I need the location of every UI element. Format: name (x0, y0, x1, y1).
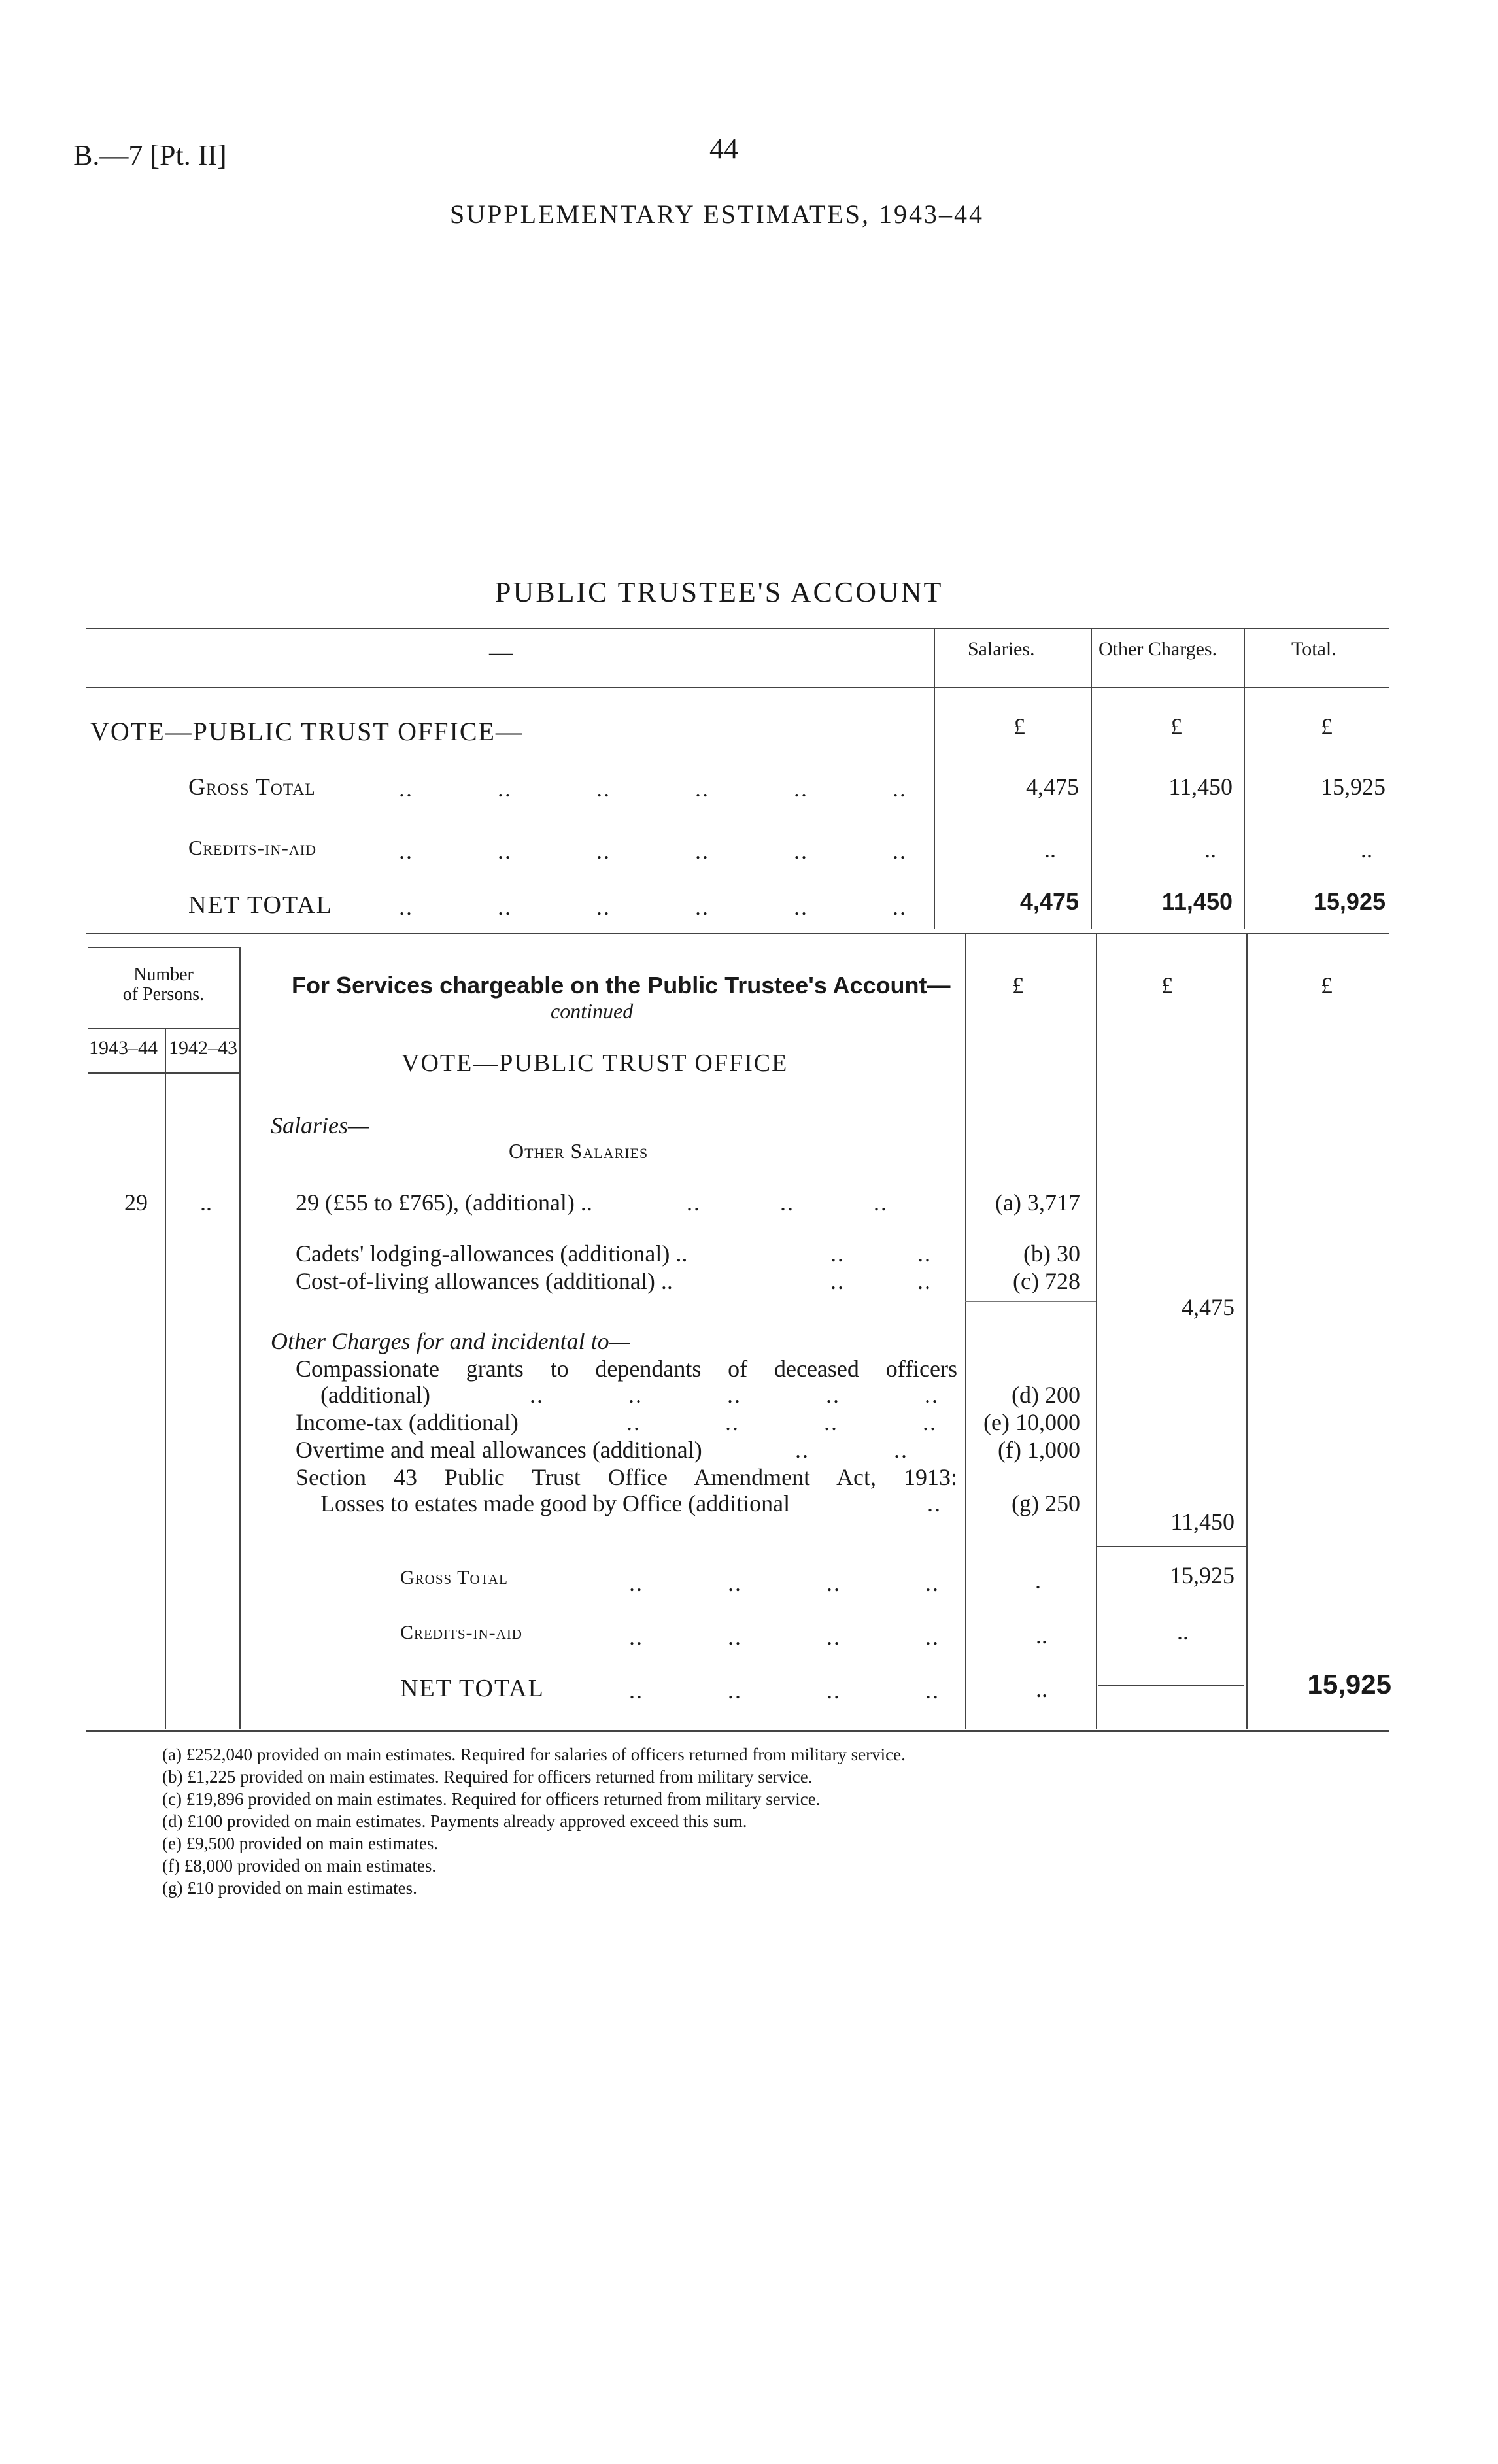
summary-stub-dash: — (489, 639, 513, 665)
summary-gross-salaries: 4,475 (1026, 774, 1079, 800)
summary-currency-total: £ (1321, 713, 1333, 740)
summary-currency-other: £ (1170, 713, 1182, 740)
persons-year-previous: 1942–43 (169, 1037, 237, 1059)
salary-item-dots: .. .. (830, 1241, 932, 1267)
other-sum-rule (1096, 1546, 1246, 1547)
other-item-amount: (f) 1,000 (998, 1437, 1080, 1463)
salaries-subtotal: 4,475 (1182, 1294, 1234, 1320)
other-salaries-heading: Other Salaries (509, 1139, 649, 1163)
persons-year-rule (88, 1072, 239, 1074)
summary-header-other-charges: Other Charges. (1098, 638, 1217, 660)
footnote-e: (e) £9,500 provided on main estimates. (162, 1834, 439, 1853)
summary-row-label: Gross Total (188, 774, 316, 800)
other-item-amount: (d) 200 (1012, 1382, 1080, 1408)
persons-year-current: 1943–44 (89, 1037, 158, 1059)
other-item-amount: (e) 10,000 (983, 1409, 1080, 1435)
salary-item-amount: (c) 728 (1013, 1268, 1080, 1294)
detail-gross-salaries: . (1035, 1567, 1041, 1594)
persons-right-rule (239, 947, 241, 1729)
document-title: SUPPLEMENTARY ESTIMATES, 1943–44 (450, 199, 984, 229)
salaries-sum-rule (965, 1301, 1096, 1302)
detail-credits-salaries: .. (1036, 1622, 1047, 1649)
other-item-text: (additional) (320, 1382, 430, 1408)
summary-credits-total: .. (1361, 836, 1372, 863)
summary-header-salaries: Salaries. (968, 638, 1035, 660)
footnote-g: (g) £10 provided on main estimates. (162, 1878, 417, 1898)
persons-header-rule (88, 1028, 239, 1029)
detail-gross-dots: .. .. .. .. (629, 1570, 940, 1596)
detail-net-dots: .. .. .. .. (629, 1677, 940, 1703)
summary-col-rule-2 (1091, 628, 1092, 929)
summary-header-total: Total. (1291, 638, 1336, 660)
summary-col-rule-1 (934, 628, 935, 929)
persons-count-current: 29 (124, 1189, 148, 1216)
detail-gross-label: Gross Total (400, 1567, 508, 1588)
detail-bottom-rule (86, 1730, 1389, 1732)
detail-net-rule (1098, 1685, 1244, 1686)
detail-currency-salaries: £ (1012, 972, 1024, 999)
other-item-text: Overtime and meal allowances (additional) (296, 1437, 702, 1463)
summary-gross-other: 11,450 (1168, 774, 1233, 800)
summary-row-dots: .. .. .. .. .. .. (399, 894, 907, 920)
persons-top-rule (88, 947, 239, 948)
services-continued: continued (551, 999, 634, 1023)
detail-gross-other: 15,925 (1170, 1562, 1234, 1588)
summary-top-rule (86, 628, 1389, 629)
other-item-text: Section 43 Public Trust Office Amendment Act, 1913: (296, 1464, 957, 1490)
other-item-text: Losses to estates made good by Office (additional (320, 1490, 791, 1516)
summary-gross-total: 15,925 (1321, 774, 1386, 800)
summary-net-total: 15,925 (1313, 888, 1386, 915)
summary-col-rule-3 (1244, 628, 1245, 929)
footnote-c: (c) £19,896 provided on main estimates. Required for officers returned from military service. (162, 1789, 821, 1809)
other-item-dots: .. .. .. .. .. (530, 1382, 939, 1408)
services-title: For Services chargeable on the Public Trustee's Account— (292, 972, 951, 999)
other-item-dots: .. .. (795, 1437, 908, 1463)
summary-row-dots: .. .. .. .. .. .. (399, 838, 907, 864)
summary-net-salaries: 4,475 (1019, 888, 1079, 915)
detail-col-rule-3 (1246, 933, 1248, 1729)
detail-credits-dots: .. .. .. .. (629, 1624, 940, 1650)
other-item-text: Income-tax (additional) (296, 1409, 519, 1435)
other-item-amount: (g) 250 (1012, 1490, 1080, 1516)
summary-credits-salaries: .. (1044, 836, 1056, 863)
footnote-b: (b) £1,225 provided on main estimates. Required for officers returned from military service. (162, 1767, 813, 1787)
summary-row-label: Credits-in-aid (188, 836, 316, 859)
other-item-dots: .. (927, 1490, 942, 1516)
summary-bottom-rule (86, 933, 1389, 934)
salary-item-text: Cadets' lodging-allowances (additional) .. (296, 1241, 688, 1267)
persons-count-previous: .. (200, 1189, 212, 1216)
other-item-dots: .. .. .. .. (626, 1409, 937, 1435)
summary-currency-salaries: £ (1013, 713, 1025, 740)
other-charges-heading: Other Charges for and incidental to— (271, 1328, 630, 1354)
summary-row-dots: .. .. .. .. .. .. (399, 776, 907, 802)
document-reference: B.—7 [Pt. II] (73, 139, 227, 171)
detail-currency-total: £ (1321, 972, 1333, 999)
detail-currency-other: £ (1161, 972, 1173, 999)
salary-item-text: 29 (£55 to £765), (additional) .. (296, 1189, 592, 1216)
footnote-d: (d) £100 provided on main estimates. Payments already approved exceed this sum. (162, 1811, 747, 1831)
summary-credits-other: .. (1204, 836, 1216, 863)
salary-item-dots: .. .. .. (687, 1189, 888, 1216)
footnote-a: (a) £252,040 provided on main estimates. Required for salaries of officers returned from military service. (162, 1745, 906, 1764)
footnotes (162, 1743, 906, 1899)
detail-col-rule-2 (1096, 933, 1097, 1729)
page-number: 44 (709, 133, 738, 165)
salary-item-text: Cost-of-living allowances (additional) .. (296, 1268, 673, 1294)
salary-item-amount: (a) 3,717 (995, 1189, 1080, 1216)
salary-item-dots: .. .. (830, 1268, 932, 1294)
persons-header: Number of Persons. (122, 965, 205, 1004)
detail-credits-label: Credits-in-aid (400, 1622, 522, 1643)
summary-title: PUBLIC TRUSTEE'S ACCOUNT (495, 576, 944, 608)
detail-col-rule-1 (965, 933, 966, 1729)
summary-header-rule (86, 687, 1389, 688)
other-item-text: Compassionate grants to dependants of deceased officers (296, 1356, 957, 1382)
summary-net-other: 11,450 (1161, 888, 1233, 915)
footnote-f: (f) £8,000 provided on main estimates. (162, 1856, 437, 1875)
summary-row-label: NET TOTAL (188, 891, 333, 919)
detail-credits-other: .. (1177, 1618, 1189, 1645)
summary-vote-label: VOTE—PUBLIC TRUST OFFICE— (90, 717, 523, 746)
detail-net-label: NET TOTAL (400, 1675, 545, 1702)
other-charges-subtotal: 11,450 (1170, 1509, 1234, 1535)
detail-net-salaries: .. (1036, 1676, 1047, 1702)
detail-net-total: 15,925 (1307, 1669, 1391, 1700)
persons-col-rule (165, 1028, 166, 1729)
detail-vote-title: VOTE—PUBLIC TRUST OFFICE (401, 1050, 789, 1077)
salary-item-amount: (b) 30 (1023, 1241, 1080, 1267)
salaries-heading: Salaries— (271, 1112, 369, 1138)
